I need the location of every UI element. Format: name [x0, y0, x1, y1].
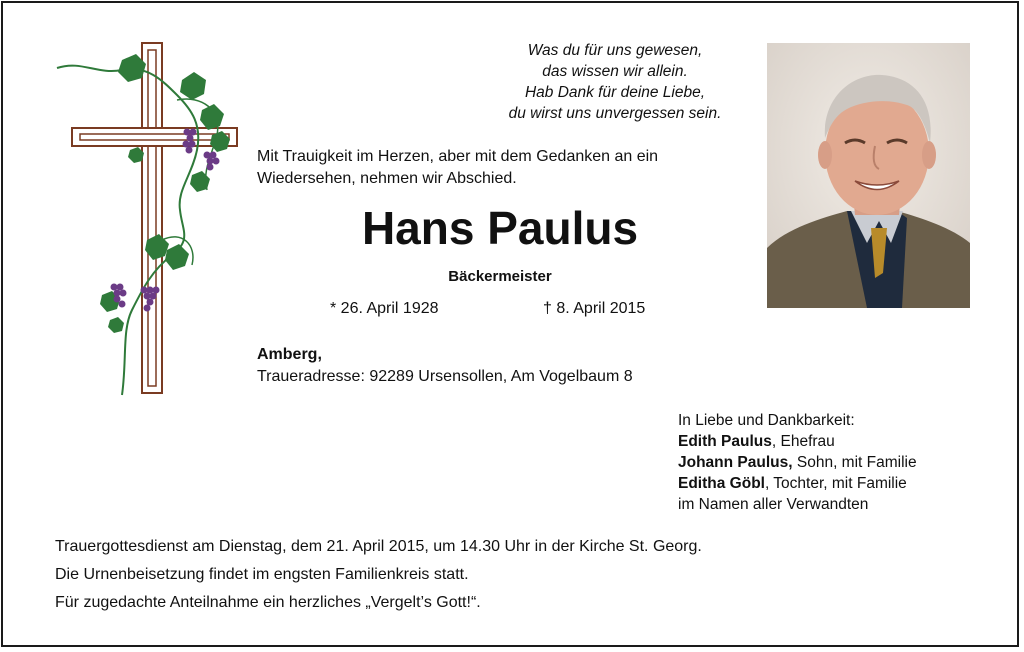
intro-line: Mit Trauigkeit im Herzen, aber mit dem Gedanken an ein	[257, 148, 659, 165]
deceased-name: Hans Paulus	[361, 202, 639, 254]
service-line: Die Urnenbeisetzung findet im engsten Familienkreis statt.	[55, 566, 469, 583]
deceased-profession: Bäckermeister	[448, 268, 552, 285]
poem-line: Hab Dank für deine Liebe,	[524, 84, 706, 101]
service-line: Trauergottesdienst am Dienstag, dem 21. April 2015, um 14.30 Uhr in der Kirche St. Georg.	[55, 538, 702, 555]
family-member	[678, 473, 917, 494]
intro-text	[257, 146, 757, 190]
family-member	[678, 452, 917, 473]
poem-line: du wirst uns unvergessen sein.	[508, 105, 722, 122]
poem-line: Was du für uns gewesen,	[527, 42, 703, 59]
intro-line: Wiedersehen, nehmen wir Abschied.	[257, 170, 517, 187]
death-date: † 8. April 2015	[543, 300, 646, 317]
family-signature	[678, 410, 917, 515]
service-line: Für zugedachte Anteilnahme ein herzliches „Vergelt’s Gott!“.	[55, 594, 481, 611]
cross-with-vine-icon	[52, 40, 242, 405]
portrait-photo	[767, 43, 970, 308]
poem-line: das wissen wir allein.	[542, 63, 688, 80]
family-closing: im Namen aller Verwandten	[678, 496, 869, 513]
family-member	[678, 431, 917, 452]
poem	[470, 40, 760, 124]
family-heading: In Liebe und Dankbarkeit:	[678, 412, 855, 429]
family-member-name: Edith Paulus	[678, 433, 772, 450]
family-member-relation: , Tochter, mit Familie	[764, 475, 907, 492]
family-member-relation: , Ehefrau	[771, 433, 835, 450]
family-member-relation: Sohn, mit Familie	[792, 454, 917, 471]
service-info	[55, 533, 702, 617]
family-member-name: Editha Göbl	[678, 475, 765, 492]
place: Amberg,	[257, 346, 322, 363]
birth-date: * 26. April 1928	[330, 300, 439, 317]
family-member-name: Johann Paulus,	[678, 454, 793, 471]
mourning-address: Traueradresse: 92289 Ursensollen, Am Vogelbaum 8	[257, 368, 633, 385]
